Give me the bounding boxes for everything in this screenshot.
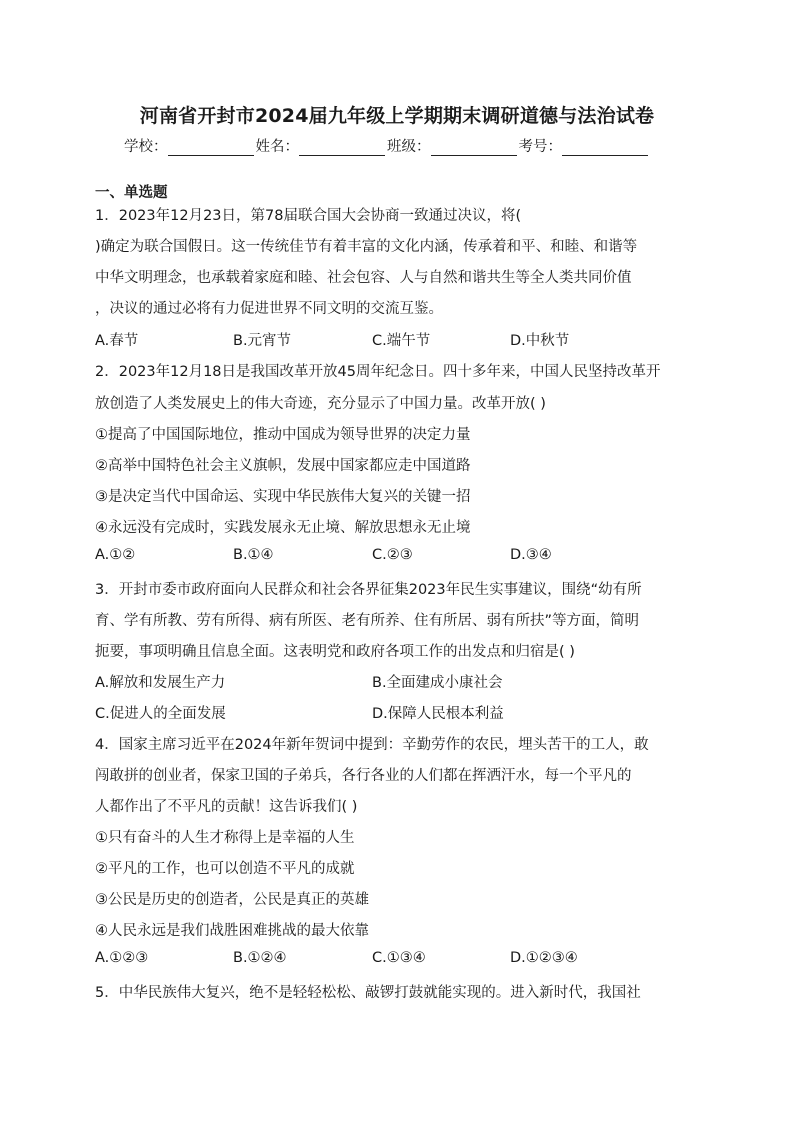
school-blank[interactable] [168, 139, 254, 156]
name-blank[interactable] [299, 139, 385, 156]
q4-option-c[interactable]: C.①③④ [372, 950, 426, 966]
q3-option-d[interactable]: D.保障人民根本利益 [372, 706, 504, 722]
q3-option-a[interactable]: A.解放和发展生产力 [95, 675, 226, 691]
q1-line: 1．2023年12月23日，第78届联合国大会协商一致通过决议，将( [95, 208, 522, 224]
q3-line: 扼要，事项明确且信息全面。这表明党和政府各项工作的出发点和归宿是( ) [95, 644, 575, 660]
exam-no-label: 考号： [518, 139, 562, 155]
q2-statement: ③是决定当代中国命运、实现中华民族伟大复兴的关键一招 [95, 489, 471, 505]
student-info-row [124, 135, 650, 156]
q2-option-d[interactable]: D.③④ [510, 547, 552, 563]
q2-line: 2．2023年12月18日是我国改革开放45周年纪念日。四十多年来，中国人民坚持改革开 [95, 364, 661, 380]
q4-line: 人都作出了不平凡的贡献！这告诉我们( ) [95, 799, 358, 815]
q1-line: 中华文明理念，也承载着家庭和睦、社会包容、人与自然和谐共生等全人类共同价值 [95, 270, 632, 286]
q2-statement: ④永远没有完成时，实践发展永无止境、解放思想永无止境 [95, 520, 471, 536]
q2-line: 放创造了人类发展史上的伟大奇迹，充分显示了中国力量。改革开放( ) [95, 396, 546, 412]
q1-line: )确定为联合国假日。这一传统佳节有着丰富的文化内涵，传承着和平、和睦、和谐等 [95, 239, 638, 255]
q3-line: 3．开封市委市政府面向人民群众和社会各界征集2023年民生实事建议，围绕“幼有所 [95, 582, 642, 598]
exam-no-blank[interactable] [562, 139, 648, 156]
q3-option-b[interactable]: B.全面建成小康社会 [372, 675, 503, 691]
school-label: 学校： [124, 139, 168, 155]
q4-line: 4．国家主席习近平在2024年新年贺词中提到：辛勤劳作的农民，埋头苦干的工人，敢 [95, 737, 649, 753]
section-title: 一、单选题 [95, 185, 168, 201]
q2-option-a[interactable]: A.①② [95, 547, 136, 563]
q2-statement: ②高举中国特色社会主义旗帜，发展中国家都应走中国道路 [95, 458, 471, 474]
q3-option-c[interactable]: C.促进人的全面发展 [95, 706, 226, 722]
q1-option-d[interactable]: D.中秋节 [510, 333, 570, 349]
q4-option-d[interactable]: D.①②③④ [510, 950, 578, 966]
q1-line: ，决议的通过必将有力促进世界不同文明的交流互鉴。 [95, 301, 443, 317]
q4-statement: ②平凡的工作，也可以创造不平凡的成就 [95, 861, 355, 877]
class-label: 班级： [387, 139, 431, 155]
q4-option-b[interactable]: B.①②④ [233, 950, 287, 966]
name-label: 姓名： [255, 139, 299, 155]
q4-statement: ①只有奋斗的人生才称得上是幸福的人生 [95, 830, 355, 846]
q1-option-c[interactable]: C.端午节 [372, 333, 431, 349]
exam-title: 河南省开封市2024届九年级上学期期末调研道德与法治试卷 [139, 105, 655, 127]
q4-option-a[interactable]: A.①②③ [95, 950, 149, 966]
q2-statement: ①提高了中国国际地位，推动中国成为领导世界的决定力量 [95, 427, 471, 443]
q4-statement: ④人民永远是我们战胜困难挑战的最大依靠 [95, 923, 369, 939]
q1-option-a[interactable]: A.春节 [95, 333, 139, 349]
q3-line: 育、学有所教、劳有所得、病有所医、老有所养、住有所居、弱有所扶”等方面，简明 [95, 613, 640, 629]
class-blank[interactable] [431, 139, 517, 156]
q1-option-b[interactable]: B.元宵节 [233, 333, 292, 349]
q2-option-c[interactable]: C.②③ [372, 547, 413, 563]
q5-line: 5．中华民族伟大复兴，绝不是轻轻松松、敲锣打鼓就能实现的。进入新时代，我国社 [95, 985, 641, 1001]
q4-line: 闯敢拼的创业者，保家卫国的子弟兵，各行各业的人们都在挥洒汗水，每一个平凡的 [95, 768, 632, 784]
q2-option-b[interactable]: B.①④ [233, 547, 274, 563]
q4-statement: ③公民是历史的创造者，公民是真正的英雄 [95, 892, 369, 908]
